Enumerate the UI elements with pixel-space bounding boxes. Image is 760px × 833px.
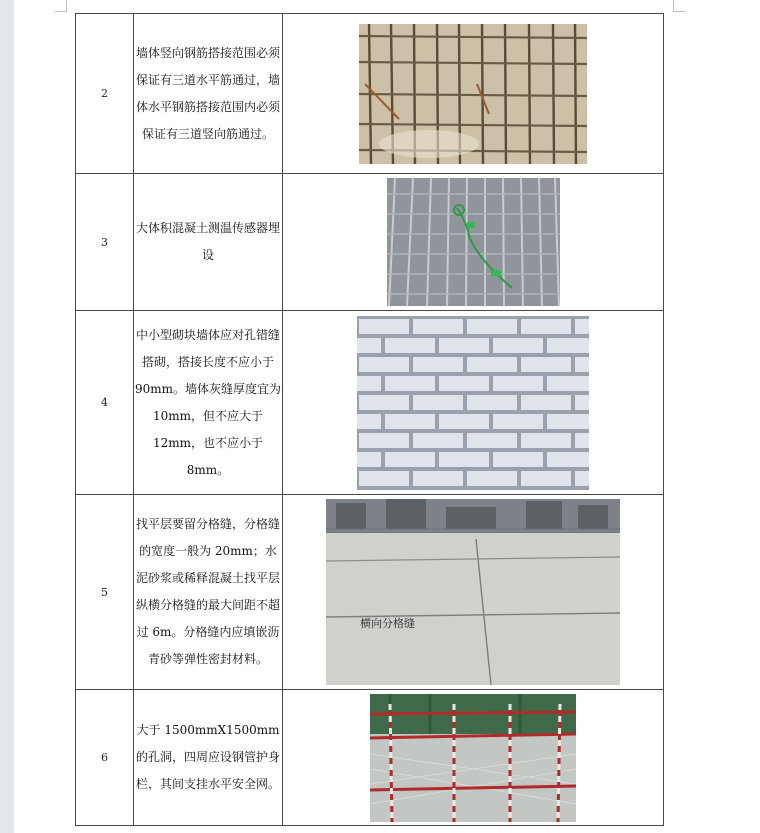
guardrail-photo xyxy=(370,694,576,822)
table-row xyxy=(76,690,664,826)
inspection-table xyxy=(75,13,664,826)
temperature-sensor-photo xyxy=(387,178,560,306)
row-description: 中小型砌块墙体应对孔错缝搭砌，搭接长度不应小于 90mm。墙体灰缝厚度宜为 10mm，但不应大于 12mm，也不应小于 8mm。 xyxy=(134,311,283,495)
row-photo-cell xyxy=(283,495,664,690)
row-photo-cell xyxy=(283,14,664,174)
table-row xyxy=(76,14,664,174)
screed-joint-photo xyxy=(326,499,620,685)
row-photo-cell xyxy=(283,690,664,826)
left-window-edge xyxy=(0,0,14,833)
row-number: 3 xyxy=(76,174,134,311)
row-number: 2 xyxy=(76,14,134,174)
rebar-wall-photo xyxy=(359,24,587,164)
row-description: 大于 1500mmX1500mm 的孔洞，四周应设钢管护身栏，其间支挂水平安全网。 xyxy=(134,690,283,826)
crop-mark-left-h xyxy=(55,11,67,12)
row-photo-cell xyxy=(283,174,664,311)
crop-mark-right-h xyxy=(673,11,685,12)
row-description: 墙体竖向钢筋搭接范围必须保证有三道水平筋通过，墙体水平钢筋搭接范围内必须保证有三道竖向筋通过。 xyxy=(134,14,283,174)
row-number: 5 xyxy=(76,495,134,690)
block-wall-photo xyxy=(357,316,589,490)
table-row xyxy=(76,495,664,690)
photo-caption: 横向分格缝 xyxy=(360,617,415,630)
table-row xyxy=(76,174,664,311)
row-description: 大体积混凝土测温传感器埋设 xyxy=(134,174,283,311)
row-number: 4 xyxy=(76,311,134,495)
row-photo-cell xyxy=(283,311,664,495)
row-description: 找平层要留分格缝，分格缝的宽度一般为 20mm；水泥砂浆或稀释混凝土找平层纵横分格缝的最大间距不超过 6m。分格缝内应填嵌沥青砂等弹性密封材料。 xyxy=(134,495,283,690)
row-number: 6 xyxy=(76,690,134,826)
table-row xyxy=(76,311,664,495)
